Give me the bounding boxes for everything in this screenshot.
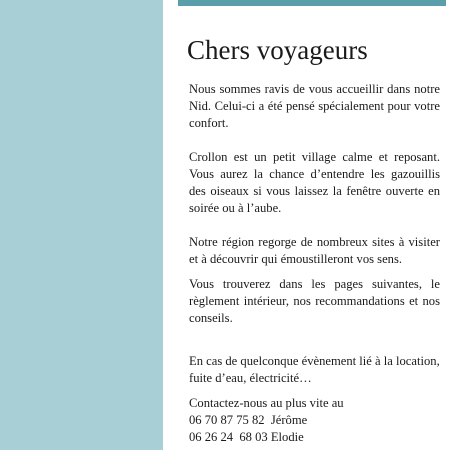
- paragraph-welcome: Nous sommes ravis de vous accueillir dans notre Nid. Celui-ci a été pensé spécialement pour votre confort.: [189, 82, 440, 130]
- paragraph-region: Notre région regorge de nombreux sites à visiter et à découvrir qui émoustilleront vos sens.: [189, 235, 440, 266]
- page-title: Chers voyageurs: [187, 35, 368, 65]
- contact-phone-elodie: 06 26 24 68 03 Elodie: [189, 430, 304, 444]
- header-accent-bar: [178, 0, 446, 6]
- contact-intro: Contactez-nous au plus vite au: [189, 396, 344, 410]
- sidebar-color-band: [0, 0, 163, 450]
- document-body: [189, 81, 440, 446]
- paragraph-rules: Vous trouverez dans les pages suivantes, le règlement intérieur, nos recommandations et nos conseils.: [189, 277, 440, 325]
- paragraph-incident: En cas de quelconque évènement lié à la location, fuite d’eau, électricité…: [189, 354, 440, 385]
- paragraph-village: Crollon est un petit village calme et reposant. Vous aurez la chance d’entendre les gazouillis des oiseaux si vous laissez la fenêtre ouverte en soirée ou à l’aube.: [189, 150, 440, 215]
- contact-phone-jerome: 06 70 87 75 82 Jérôme: [189, 413, 308, 427]
